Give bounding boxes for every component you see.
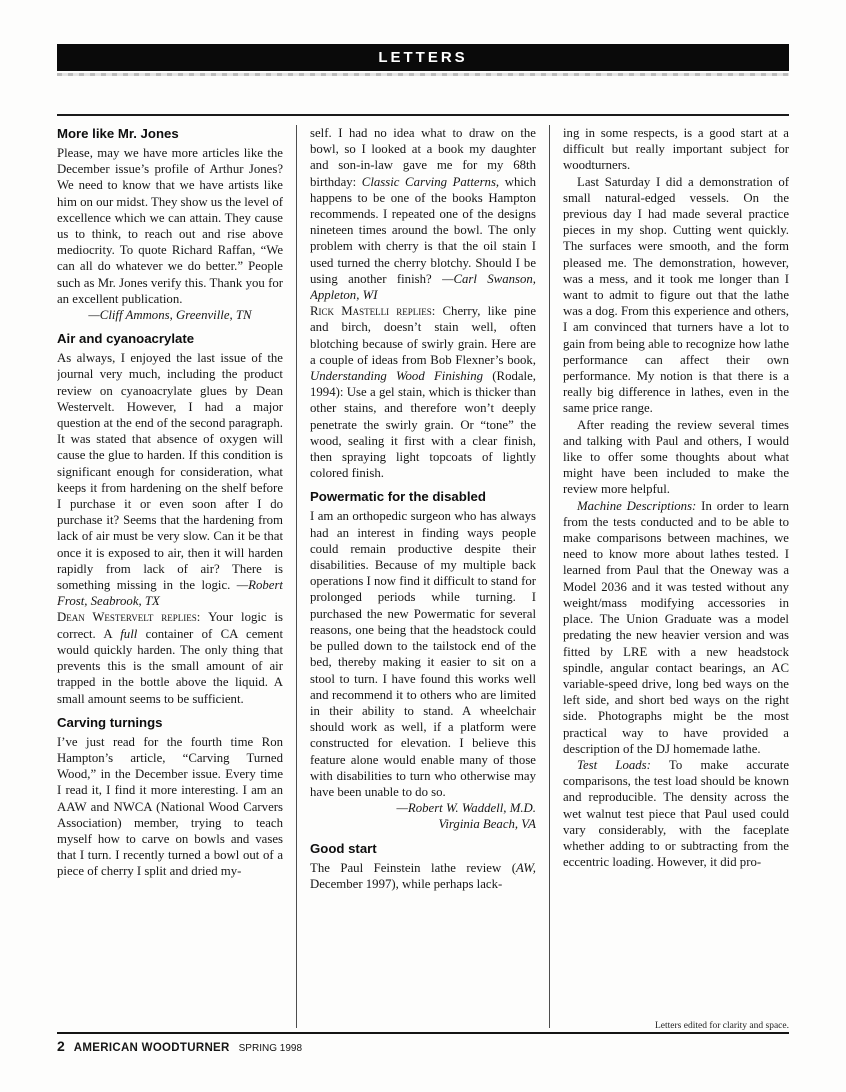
edit-note: Letters edited for clarity and space. [655,1021,789,1031]
issue-date: SPRING 1998 [238,1043,303,1054]
text-segment: After reading the review several times and talking with Paul and others, I would like to offer some thoughts about what might have been included to make the review more helpful. [563,417,789,497]
footer [57,1038,302,1054]
text-segment: (Rodale, 1994): Use a gel stain, which is thicker than other stains, and therefore won’t deeply penetrate the swirly grain. Or “tone” the wood, sealing it first with a clear finish, then spraying light topcoats of lightly colored finish. [310,369,536,481]
text-segment: full [120,626,138,641]
letters-columns [57,125,789,1028]
letter-signature [310,800,536,832]
text-segment: Understanding Wood Finishing [310,369,484,384]
letter-heading: More like Mr. Jones [57,126,179,141]
text-segment: Classic Carving Patterns, [361,174,500,189]
text-segment: Cherry, like pine and birch, doesn’t stain well, often blotching because of swirly grain. Here are a couple of ideas from Bob Flexner’s book, [310,304,536,367]
letter-paragraph [57,350,283,609]
header-rule-shadow [57,73,789,76]
letter-paragraph [310,125,536,303]
text-segment: self. I had no idea what to draw on the bowl, so I looked at a book my daughter and son-in-law gave me for my 68th birthday: [310,126,536,189]
letter-heading: Carving turnings [57,714,163,730]
column-separator-2 [549,125,550,1028]
page-title: LETTERS [378,49,468,66]
text-segment: Your logic is correct. A [57,610,283,641]
text-segment: The Paul Feinstein lathe review ( [310,860,516,875]
letter-paragraph [563,757,789,870]
letters-header-bar [57,44,789,71]
letter-paragraph [310,860,536,892]
letter-signature [57,307,283,323]
letter-heading: Powermatic for the disabled [310,489,486,505]
signature-line: —Robert W. Waddell, M.D. [396,801,536,816]
letter-heading: Good start [310,840,377,856]
text-segment: —Robert Frost, Seabrook, TX [57,578,283,609]
magazine-name: AMERICAN WOODTURNER [73,1042,230,1054]
text-segment: As always, I enjoyed the last issue of the journal very much, including the product review on cyanoacrylate glues by Dean Westervelt. However, I had a major question at the end of the second paragraph. It was stated that absence of oxygen will cause the glue to harden. If this condition is significant enough for consideration, what keeps it from hardening on the shelf before I purchase it or even soon after I do purchase it? Seems that the hardening from lack of air must be very slow. Can it be that once it is exposed to air, then it will harden rapidly from lack of air? There is something missing in the logic. [57,351,283,593]
column-2 [310,125,536,1028]
top-rule [57,114,789,116]
text-segment: In order to learn from the tests conducted and to be able to make comparisons between machines, we need to know more about lathes tested. I learned from Paul that the Oneway was a Model 2036 and it was tested without any weight/mass modifying accessories in place. The Union Graduate was a model predating the new heavier version and was fitted by LRE with a new headstock spindle, angular contact bearings, an AC variable-speed drive, long bed ways on the left side, and short bed ways on the right side. Photographs might be the most practical way to have provided a description of the DJ homemade lathe. [563,498,789,756]
letter-heading: Air and cyanoacrylate [57,331,195,347]
text-segment: December 1997), while perhaps lack- [310,876,503,891]
column-separator-1 [296,125,297,1028]
letter-paragraph [57,609,283,706]
text-segment: I am an orthopedic surgeon who has always had an interest in finding ways people could remain productive despite their disabilities. Because of my multiple back operations I now find it difficult to stand for prolonged periods while turning. I purchased the new Powermatic for several reasons, one being that the headstock could be pulled down to the tailstock end of the bed, thereby making it easier to sit on a stool to turn. I have found this works well and recommend it to others who are limited in their ability to stand. A wheelchair should work as well, if a platform were constructed for elevation. I believe this feature alone would enable many of those with disabilities to turn who otherwise may have been unable to do so. [310,509,536,799]
letter-paragraph [563,498,789,757]
letter-paragraph [57,145,283,307]
text-segment: container of CA cement would quickly harden. The only thing that prevents this is the small amount of air trapped in the bottle above the liquid. A small amount seems to be sufficient. [57,626,283,706]
letter-paragraph [310,303,536,481]
text-segment: ing in some respects, is a good start at a difficult but really important subject for woodturners. [563,126,789,173]
text-segment: AW, [515,860,536,875]
text-segment: Please, may we have more articles like the December issue’s profile of Arthur Jones? We need to know that we have artists like him on our midst. They show us the level of excellence which we can attain. They cause us to think, to reach out and rise above mediocrity. To quote Richard Raffan, “We can all do whatever we do better.” People such as Mr. Jones verify this. Thank you for an excellent publication. [57,146,283,306]
text-segment: Last Saturday I did a demonstration of small natural-edged vessels. On the previous day I had made several practice pieces in my shop. Cutting went quickly. The surfaces were smooth, and the form pleased me. The demonstration, however, was a mess, and it took me longer than I want to admit to figure out that the lathe was a dog. From this experience and others, I am convinced that turners have a lot to gain from being able to recognize how lathe performance can affect their own performance. My notion is that there is a really big difference in lathes, even in the same price range. [563,174,789,416]
letter-paragraph [563,174,789,417]
column-3 [563,125,789,1028]
letter-paragraph [310,508,536,800]
text-segment: I’ve just read for the fourth time Ron Hampton’s article, “Carving Turned Wood,” in the December issue. Every time I read it, I find it more interesting. I am an AAW and NWCA (National Wood Carvers Association) member, trying to teach myself how to carve on bowls and vases that I turn. I recently turned a bowl out of a piece of cherry I split and dried my- [57,734,283,879]
text-segment: Test Loads: [577,757,651,772]
reply-lead: Dean Westervelt replies: [57,610,209,625]
signature-line: Virginia Beach, VA [438,817,536,832]
page-number: 2 [57,1038,65,1054]
text-segment: —Carl Swanson, Appleton, WI [310,271,536,303]
letter-paragraph [57,734,283,880]
column-1 [57,125,283,1028]
text-segment: which happens to be one of the books Hampton recommends. I repeated one of the designs nineteen times around the bowl. The only problem with cherry is that the oil stain I used turned the cherry blotchy. Should I be using another finish? [310,174,536,286]
text-segment: Machine Descriptions: [577,498,697,513]
text-segment: To make accurate comparisons, the test load should be known and reproducible. The density across the wet walnut test piece that Paul used could vary considerably, with the faceplate whether adding to or subtracting from the eccentric loading. However, it did pro- [563,757,789,870]
signature-line: —Cliff Ammons, Greenville, TN [88,308,252,323]
letter-paragraph [563,125,789,174]
reply-lead: Rick Mastelli replies: [310,304,443,319]
letter-paragraph [563,417,789,498]
footer-rule [57,1032,789,1034]
